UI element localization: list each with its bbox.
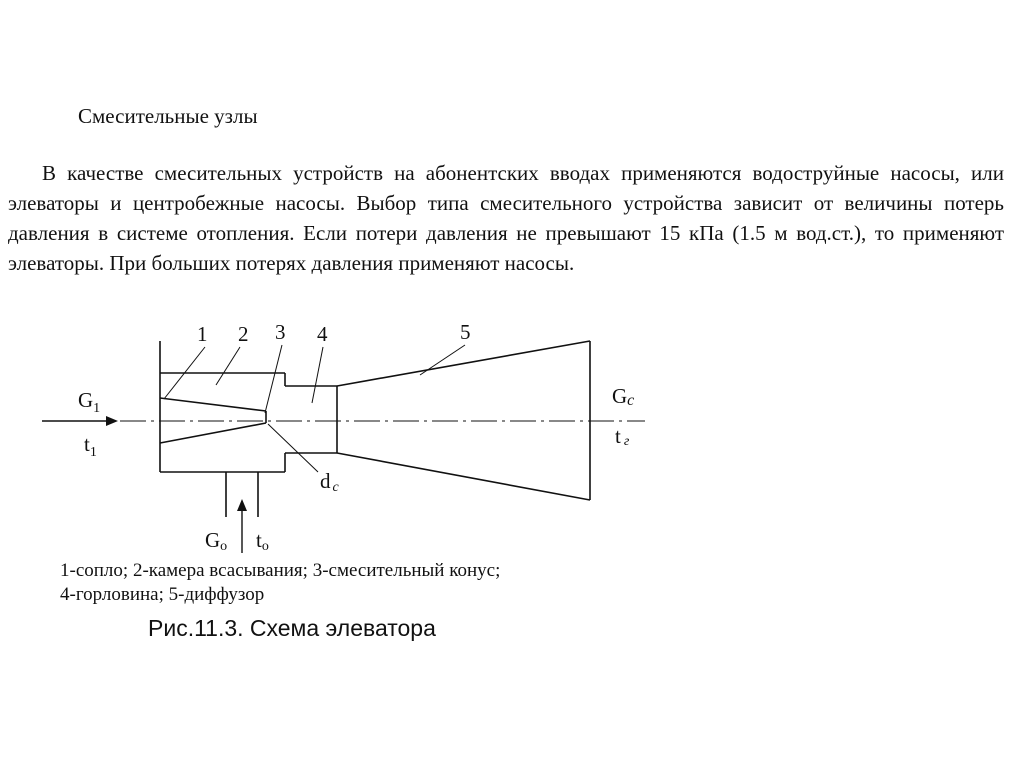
part-number-1: 1 — [197, 322, 208, 346]
leader-2 — [216, 347, 240, 385]
leader-dc — [268, 424, 318, 472]
figure-caption: Рис.11.3. Схема элеватора — [148, 615, 436, 641]
leader-3 — [265, 345, 282, 413]
inlet-arrow-head — [106, 416, 118, 426]
outlet-flow-label: Gс — [612, 384, 635, 409]
part-number-5: 5 — [460, 320, 471, 344]
suction-flow-label: Gо — [205, 528, 228, 554]
nozzle-upper-edge — [160, 398, 266, 411]
part-number-3: 3 — [275, 320, 286, 344]
part-number-2: 2 — [238, 322, 249, 346]
outlet-temp-label: tг — [615, 424, 630, 449]
legend-line-1: 1-сопло; 2-камера всасывания; 3-смесительный конус; — [60, 560, 501, 581]
diffuser-bottom — [337, 453, 590, 500]
inlet-flow-label: $G_1$ — [78, 388, 101, 416]
inlet-temp-label: $t_1$ — [84, 432, 97, 460]
suction-arrow-head — [237, 499, 247, 511]
diagram-legend — [60, 559, 500, 607]
throat-diameter-label: dс — [320, 469, 339, 495]
elevator-diagram — [0, 315, 1024, 560]
part-number-4: 4 — [317, 322, 328, 346]
leader-5 — [420, 345, 465, 375]
leader-4 — [312, 347, 323, 403]
section-heading: Смесительные узлы — [78, 104, 258, 128]
description-paragraph: В качестве смесительных устройств на абонентских вводах применяются водоструйные насосы, или элеваторы и центробежные насосы. Выбор типа смесительного устройства зависит от величины потерь давления в системе отопления. Если потери давления не превышают 15 кПа (1.5 м вод.ст.), то применяют элеваторы. При больших потерях давления применяют насосы. — [8, 161, 1004, 275]
suction-temp-label: tо — [256, 528, 269, 554]
nozzle-lower-edge — [160, 423, 266, 443]
diffuser-top — [337, 341, 590, 386]
legend-line-2: 4-горловина; 5-диффузор — [60, 584, 265, 605]
